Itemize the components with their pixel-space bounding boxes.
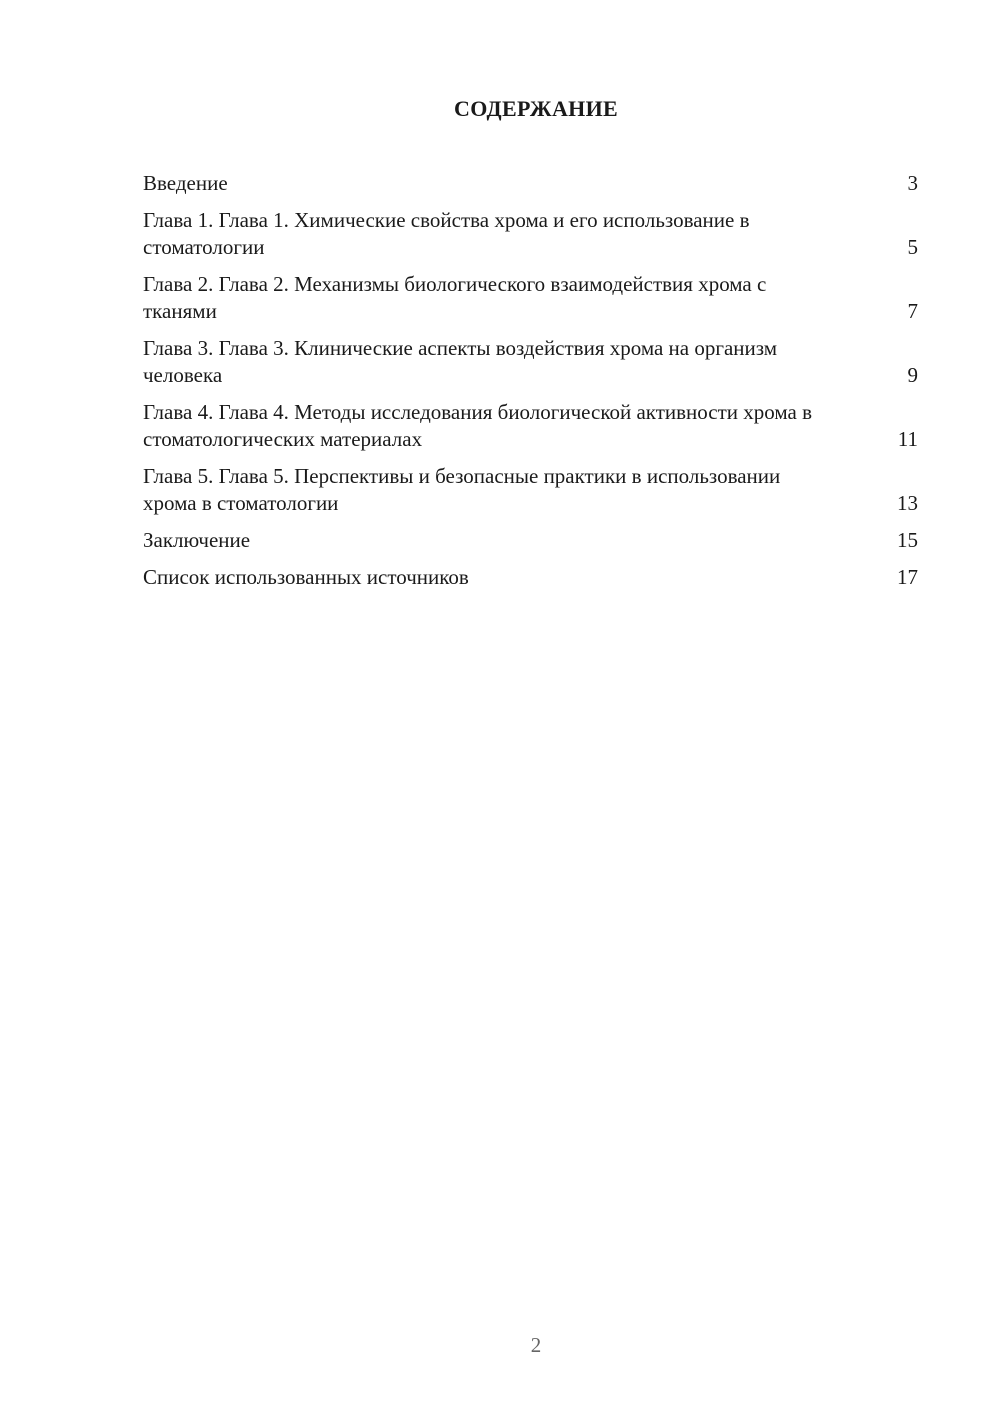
- toc-entry-text: Список использованных источников: [143, 565, 469, 589]
- toc-entry-references[interactable]: [143, 564, 918, 591]
- toc-entry-page: 7: [907, 299, 918, 323]
- page-title: СОДЕРЖАНИЕ: [454, 96, 618, 121]
- toc-entry-text: Глава 2. Глава 2. Механизмы биологического взаимодействия хрома с тканями: [143, 272, 767, 323]
- page-number: 2: [530, 1333, 542, 1357]
- toc-entry-text: Заключение: [143, 528, 251, 552]
- toc-entry-page: 15: [897, 528, 918, 552]
- toc-entry-page: 13: [897, 491, 918, 515]
- toc-entry-page: 3: [907, 171, 918, 195]
- toc-entry-chapter-1[interactable]: [143, 207, 918, 261]
- toc-entry-chapter-5[interactable]: [143, 463, 918, 517]
- table-of-contents: [143, 170, 918, 601]
- toc-entry-page: 5: [907, 235, 918, 259]
- toc-entry-text: Глава 1. Глава 1. Химические свойства хрома и его использование в стоматологии: [143, 208, 750, 259]
- toc-entry-chapter-3[interactable]: [143, 335, 918, 389]
- toc-entry-page: 11: [897, 427, 918, 451]
- toc-entry-text: Глава 5. Глава 5. Перспективы и безопасные практики в использовании хрома в стоматологии: [143, 464, 781, 515]
- toc-entry-page: 9: [907, 363, 918, 387]
- toc-entry-conclusion[interactable]: [143, 527, 918, 554]
- toc-entry-page: 17: [897, 565, 918, 589]
- toc-entry-text: Глава 4. Глава 4. Методы исследования биологической активности хрома в стоматологических материалах: [143, 400, 813, 451]
- toc-entry-introduction[interactable]: [143, 170, 918, 197]
- toc-entry-chapter-2[interactable]: [143, 271, 918, 325]
- toc-entry-text: Введение: [143, 171, 228, 195]
- toc-entry-text: Глава 3. Глава 3. Клинические аспекты воздействия хрома на организм человека: [143, 336, 778, 387]
- toc-entry-chapter-4[interactable]: [143, 399, 918, 453]
